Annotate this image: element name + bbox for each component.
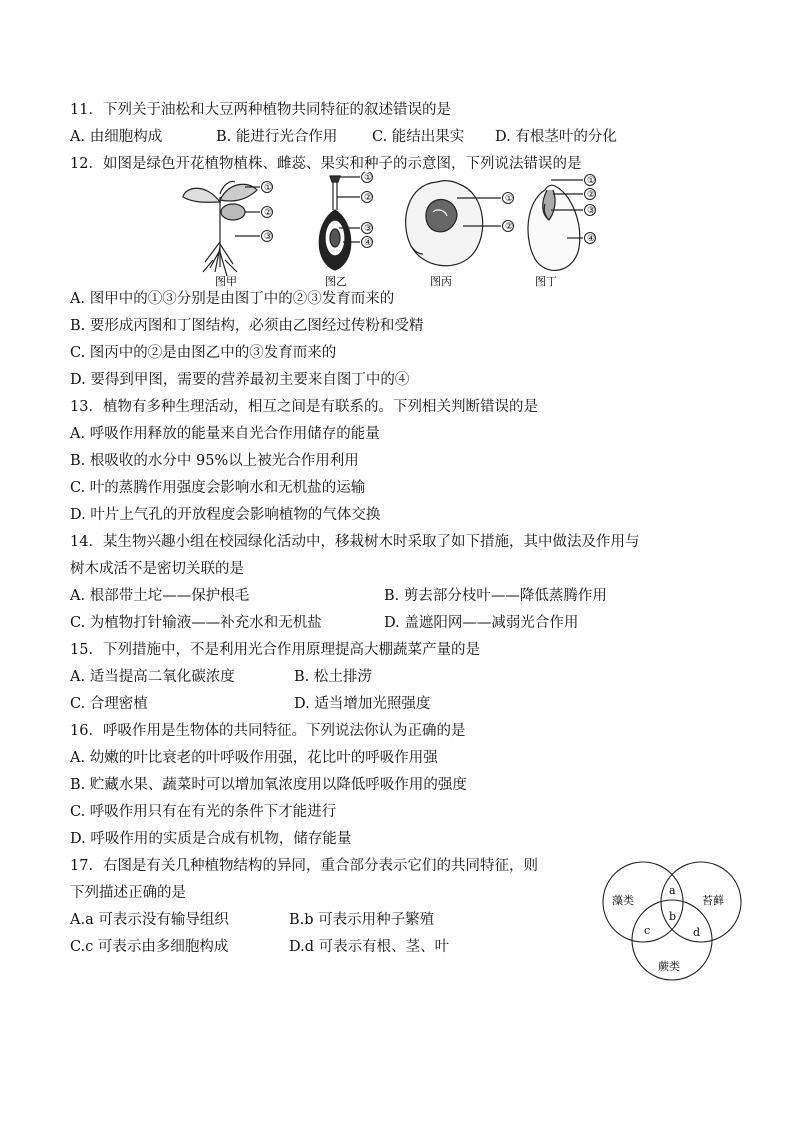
- figure-bing-fruit: [406, 181, 501, 266]
- figure-jia-label: 图甲: [215, 275, 237, 288]
- venn-label-fern: 蕨类: [658, 960, 680, 973]
- q11-option-d: D. 有根茎叶的分化: [495, 129, 617, 145]
- venn-label-algae: 藻类: [612, 894, 634, 907]
- q14-option-c: C. 为植物打针输液——补充水和无机盐: [70, 615, 322, 631]
- bing-marker-1: ①: [505, 194, 514, 204]
- figure-yi-pistil: [319, 176, 360, 270]
- q16-option-d: D. 呼吸作用的实质是合成有机物，储存能量: [70, 831, 352, 847]
- q15-stem: 15．下列措施中，不是利用光合作用原理提高大棚蔬菜产量的是: [70, 642, 480, 658]
- q11-option-a: A. 由细胞构成: [70, 129, 163, 145]
- ding-marker-4: ④: [587, 234, 596, 244]
- q12-option-a: A. 图甲中的①③分别是由图丁中的②③发育而来的: [70, 291, 395, 307]
- bing-marker-2: ②: [505, 222, 514, 232]
- q16-stem: 16．呼吸作用是生物体的共同特征。下列说法你认为正确的是: [70, 723, 466, 739]
- venn-region-a: a: [669, 884, 676, 897]
- q13-option-a: A. 呼吸作用释放的能量来自光合作用储存的能量: [70, 426, 380, 442]
- venn-region-b: b: [669, 910, 677, 923]
- q13-stem: 13．植物有多种生理活动，相互之间是有联系的。下列相关判断错误的是: [70, 399, 538, 415]
- q13-option-b: B. 根吸收的水分中 95%以上被光合作用利用: [70, 453, 359, 469]
- q17-stem-line1: 17．右图是有关几种植物结构的异同，重合部分表示它们的共同特征，则: [70, 858, 538, 874]
- jia-marker-2: ②: [264, 208, 273, 218]
- q15-option-a: A. 适当提高二氧化碳浓度: [70, 669, 235, 685]
- q15-option-b: B. 松土排涝: [294, 669, 372, 685]
- venn-label-moss: 苔藓: [702, 894, 724, 907]
- ding-marker-3: ③: [587, 206, 596, 216]
- q17-option-d: D.d 可表示有根、茎、叶: [289, 939, 450, 955]
- yi-marker-1: ①: [364, 173, 373, 183]
- ding-marker-1: ①: [587, 176, 596, 186]
- q12-stem: 12．如图是绿色开花植物植株、雌蕊、果实和种子的示意图，下列说法错误的是: [70, 156, 582, 172]
- q16-option-b: B. 贮藏水果、蔬菜时可以增加氧浓度用以降低呼吸作用的强度: [70, 777, 467, 793]
- q17-stem-line2: 下列描述正确的是: [70, 885, 186, 901]
- venn-region-c: c: [644, 924, 651, 937]
- q11-option-b: B. 能进行光合作用: [216, 129, 338, 145]
- yi-marker-2: ②: [364, 193, 373, 203]
- q13-option-d: D. 叶片上气孔的开放程度会影响植物的气体交换: [70, 507, 381, 523]
- ding-marker-2: ②: [587, 190, 596, 200]
- jia-marker-1: ①: [264, 183, 273, 193]
- q12-figure: [175, 172, 615, 290]
- figure-ding-label: 图丁: [535, 275, 557, 288]
- venn-diagram: [598, 858, 748, 984]
- q14-stem-line2: 树木成活不是密切关联的是: [70, 561, 244, 577]
- q11-option-c: C. 能结出果实: [372, 129, 465, 145]
- figure-yi-label: 图乙: [325, 275, 347, 288]
- yi-marker-4: ④: [364, 238, 373, 248]
- jia-marker-3: ③: [264, 232, 273, 242]
- q14-option-d: D. 盖遮阳网——减弱光合作用: [384, 615, 579, 631]
- q14-option-b: B. 剪去部分枝叶——降低蒸腾作用: [384, 588, 607, 604]
- q13-option-c: C. 叶的蒸腾作用强度会影响水和无机盐的运输: [70, 480, 366, 496]
- q14-stem-line1: 14．某生物兴趣小组在校园绿化活动中，移栽树木时采取了如下措施，其中做法及作用与: [70, 534, 640, 550]
- yi-marker-3: ③: [364, 224, 373, 234]
- q15-option-d: D. 适当增加光照强度: [294, 696, 431, 712]
- q11-stem: 11．下列关于油松和大豆两种植物共同特征的叙述错误的是: [70, 102, 451, 118]
- q17-option-a: A.a 可表示没有输导组织: [70, 912, 229, 928]
- q12-option-b: B. 要形成丙图和丁图结构，必须由乙图经过传粉和受精: [70, 318, 424, 334]
- q12-option-d: D. 要得到甲图，需要的营养最初主要来自图丁中的④: [70, 372, 410, 388]
- q12-option-c: C. 图丙中的②是由图乙中的③发育而来的: [70, 345, 337, 361]
- q15-option-c: C. 合理密植: [70, 696, 148, 712]
- q14-option-a: A. 根部带土坨——保护根毛: [70, 588, 250, 604]
- q17-option-b: B.b 可表示用种子繁殖: [289, 912, 435, 928]
- figure-bing-label: 图丙: [430, 275, 452, 288]
- figure-ding-seed: [528, 180, 583, 270]
- q16-option-c: C. 呼吸作用只有在有光的条件下才能进行: [70, 804, 337, 820]
- figure-jia-seedling: [183, 182, 260, 277]
- q17-option-c: C.c 可表示由多细胞构成: [70, 939, 229, 955]
- moss-circle: [661, 862, 741, 942]
- plant-structures-diagram: [175, 172, 615, 290]
- q16-option-a: A. 幼嫩的叶比衰老的叶呼吸作用强，花比叶的呼吸作用强: [70, 750, 438, 766]
- venn-region-d: d: [693, 926, 701, 939]
